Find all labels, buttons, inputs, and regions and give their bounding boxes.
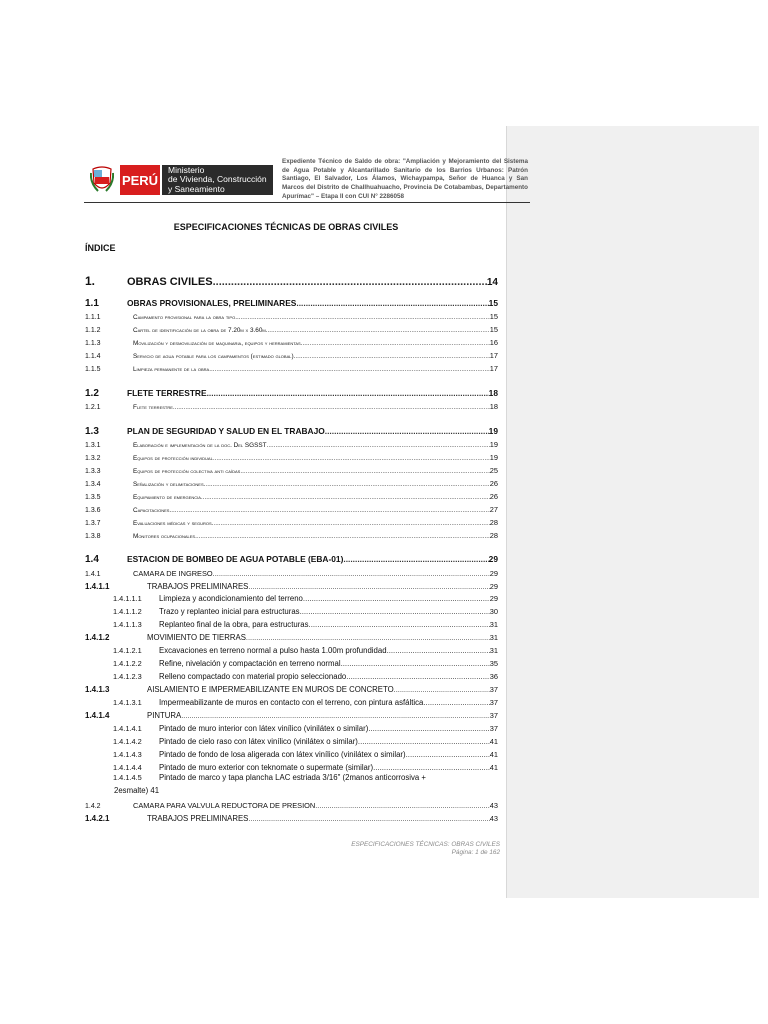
- toc-page-number: 16: [489, 338, 498, 347]
- toc-entry[interactable]: [85, 518, 498, 530]
- toc-entry-number: 1.4.1.3: [85, 685, 110, 694]
- toc-leader-dots: [213, 569, 490, 578]
- toc-page-number: 18: [489, 402, 498, 411]
- toc-entry[interactable]: [85, 724, 498, 736]
- toc-entry[interactable]: [85, 814, 498, 826]
- toc-entry-title: TRABAJOS PRELIMINARES: [147, 814, 249, 823]
- toc-entry-number: 1.4.1.4.5: [113, 773, 142, 782]
- toc-page-number: 19: [489, 453, 498, 462]
- toc-leader-dots: [267, 442, 490, 449]
- toc-leader-dots: [240, 468, 489, 475]
- toc-leader-dots: [368, 724, 489, 733]
- toc-leader-dots: [296, 298, 488, 308]
- toc-entry[interactable]: [85, 364, 498, 376]
- toc-entry-title: Evaluaciones médicas y seguros: [133, 520, 212, 527]
- toc-page-number: 41: [489, 750, 498, 759]
- header-divider: [84, 202, 530, 203]
- toc-entry-number: 1.3.2: [85, 455, 101, 462]
- toc-entry-number: 1.3.1: [85, 442, 101, 449]
- toc-leader-dots: [209, 366, 490, 373]
- toc-entry[interactable]: [85, 402, 498, 414]
- toc-leader-dots: [341, 659, 490, 668]
- toc-entry-number: 1.4.1.1.2: [113, 607, 142, 616]
- toc-leader-dots: [346, 672, 490, 681]
- toc-entry[interactable]: [85, 492, 498, 504]
- toc-entry[interactable]: [85, 554, 498, 566]
- toc-leader-dots: [207, 388, 489, 398]
- toc-entry[interactable]: [85, 801, 498, 813]
- toc-entry-number: 1.1: [85, 298, 99, 309]
- toc-entry-title: Equipos de protección individual: [133, 455, 213, 462]
- toc-leader-dots: [394, 685, 490, 694]
- toc-entry[interactable]: [85, 453, 498, 465]
- toc-entry-number: 1.3: [85, 426, 99, 437]
- toc-entry-number: 1.1.4: [85, 353, 101, 360]
- toc-entry-number: 1.1.3: [85, 340, 101, 347]
- toc-entry-number: 1.2: [85, 388, 99, 399]
- toc-page-number: 37: [489, 698, 498, 707]
- toc-page-number: 27: [489, 505, 498, 514]
- toc-entry[interactable]: [85, 737, 498, 749]
- toc-page-number: 37: [489, 711, 498, 720]
- project-description: Expediente Técnico de Saldo de obra: "Ampliación y Mejoramiento del Sistema de Agua Potable y Alcantarillado Sanitario de los Barrios Urbanos: Patrón Santiago, El Salvador, Los Álamos, Wichaypampa, Señor de Huanca y San Marcos del Distrito de Challhuahuacho, Provincia De Cotabambas, Departamento Apurímac" – Etapa II con CUI N° 2286058: [282, 158, 528, 200]
- toc-leader-dots: [248, 814, 489, 823]
- toc-entry-number: 1.4.1.2.2: [113, 659, 142, 668]
- toc-leader-dots: [315, 801, 490, 810]
- toc-page-number: 26: [489, 479, 498, 488]
- toc-page-number: 25: [489, 466, 498, 475]
- toc-entry-title: Capacitaciones: [133, 507, 170, 514]
- toc-entry[interactable]: [85, 351, 498, 363]
- toc-leader-dots: [303, 594, 490, 603]
- toc-leader-dots: [248, 582, 489, 591]
- page-footer: [300, 841, 500, 857]
- toc-leader-dots: [213, 276, 487, 288]
- toc-entry[interactable]: [85, 388, 498, 400]
- toc-page-number: 29: [488, 554, 498, 564]
- toc-entry-number: 1.4.1.4: [85, 711, 110, 720]
- toc-entry-title: CAMARA DE INGRESO: [133, 569, 213, 578]
- toc-entry-title: Pintado de fondo de losa aligerada con látex vinílico (vinilátex o similar): [159, 750, 406, 759]
- toc-leader-dots: [387, 646, 490, 655]
- toc-entry-number: 1.4.1.2: [85, 633, 110, 642]
- toc-leader-dots: [301, 340, 490, 347]
- toc-entry-number: 1.4.1.4.2: [113, 737, 142, 746]
- toc-entry[interactable]: [85, 659, 498, 671]
- toc-entry[interactable]: [85, 672, 498, 684]
- toc-leader-dots: [300, 607, 490, 616]
- toc-entry-number: 1.4.2: [85, 803, 101, 810]
- toc-leader-dots: [309, 620, 490, 629]
- toc-leader-dots: [246, 633, 490, 642]
- toc-leader-dots: [423, 698, 489, 707]
- toc-entry[interactable]: [85, 505, 498, 517]
- toc-entry[interactable]: [85, 698, 498, 710]
- toc-entry[interactable]: [85, 646, 498, 658]
- toc-page-number: 30: [489, 607, 498, 616]
- toc-entry[interactable]: [85, 466, 498, 478]
- toc-entry-title: OBRAS PROVISIONALES, PRELIMINARES: [127, 298, 297, 308]
- toc-entry[interactable]: [85, 685, 498, 697]
- toc-entry-number: 1.3.3: [85, 468, 101, 475]
- comment-panel: [507, 126, 759, 898]
- toc-leader-dots: [195, 533, 490, 540]
- toc-entry[interactable]: [85, 582, 498, 594]
- toc-entry-number: 1.1.2: [85, 327, 101, 334]
- toc-entry[interactable]: [85, 325, 498, 337]
- toc-leader-dots: [201, 494, 490, 501]
- toc-entry-title: Equipamiento de emergencia: [133, 494, 201, 501]
- ministry-line: Ministerio: [168, 164, 205, 175]
- toc-entry[interactable]: [85, 607, 498, 619]
- ministry-name: [160, 165, 273, 195]
- toc-page-number: 29: [489, 594, 498, 603]
- toc-page-number: 15: [488, 298, 498, 308]
- toc-entry[interactable]: [85, 298, 498, 310]
- toc-entry[interactable]: [85, 338, 498, 350]
- toc-leader-dots: [181, 711, 490, 720]
- ministry-line: y Saneamiento: [168, 183, 225, 194]
- toc-entry-number: 1.4.1.2.1: [113, 646, 142, 655]
- toc-entry-number: 1.2.1: [85, 404, 101, 411]
- toc-entry-title: Movilización y desmovilización de maquinaria, equipos y herramientas: [133, 340, 301, 347]
- toc-page-number: 15: [489, 325, 498, 334]
- toc-entry-title: Pintado de cielo raso con látex vinílico (vinilátex o similar): [159, 737, 358, 746]
- toc-entry-number: 1.4.2.1: [85, 814, 110, 823]
- toc-entry-title: Limpieza y acondicionamiento del terreno: [159, 594, 303, 603]
- toc-entry-title: Monitores ocupacionales: [133, 533, 196, 540]
- toc-page-number: 15: [489, 312, 498, 321]
- toc-page-number: 19: [489, 440, 498, 449]
- toc-entry-number: 1.4.1.1.3: [113, 620, 142, 629]
- toc-page-number: 17: [489, 351, 498, 360]
- toc-entry-title: Relleno compactado con material propio seleccionado: [159, 672, 347, 681]
- toc-page-number: 41: [489, 737, 498, 746]
- toc-page-number: 26: [489, 492, 498, 501]
- toc-entry[interactable]: [85, 633, 498, 645]
- toc-entry-title: Trazo y replanteo inicial para estructuras: [159, 607, 300, 616]
- peru-label: PERÚ: [120, 165, 160, 195]
- toc-leader-dots: [294, 353, 490, 360]
- toc-leader-dots: [169, 507, 489, 514]
- toc-entry-title: Excavaciones en terreno normal a pulso hasta 1.00m profundidad: [159, 646, 387, 655]
- toc-leader-dots: [358, 737, 490, 746]
- toc-entry-title: FLETE TERRESTRE: [127, 388, 207, 398]
- toc-page-number: 37: [489, 685, 498, 694]
- toc-leader-dots: [406, 750, 490, 759]
- toc-page-number: 31: [489, 633, 498, 642]
- toc-entry-title: AISLAMIENTO E IMPERMEABILIZANTE EN MUROS DE CONCRETO: [147, 685, 394, 694]
- toc-page-number: 29: [489, 569, 498, 578]
- toc-entry-number: 1.4.1.3.1: [113, 698, 142, 707]
- toc-entry-title: Refine, nivelación y compactación en terreno normal: [159, 659, 341, 668]
- toc-entry-number: 1.4.1.2.3: [113, 672, 142, 681]
- toc-entry[interactable]: [85, 479, 498, 491]
- toc-page-number: 19: [488, 426, 498, 436]
- toc-page-number: 17: [489, 364, 498, 373]
- footer-title: ESPECIFICACIONES TÉCNICAS: OBRAS CIVILES: [351, 841, 500, 848]
- toc-page-number: 36: [489, 672, 498, 681]
- toc-page-number: 35: [489, 659, 498, 668]
- toc-entry-number: 1.1.5: [85, 366, 101, 373]
- toc-entry-title: Señalización y delimitaciones: [133, 481, 204, 488]
- toc-entry[interactable]: [85, 773, 498, 785]
- toc-entry[interactable]: [85, 594, 498, 606]
- toc-entry[interactable]: [85, 274, 498, 286]
- peru-coat-of-arms-icon: [90, 165, 114, 195]
- toc-entry-title: Impermeabilizante de muros en contacto con el terreno, con pintura asfáltica: [159, 698, 424, 707]
- toc-entry-number: 1.3.4: [85, 481, 101, 488]
- toc-entry-title: TRABAJOS PRELIMINARES: [147, 582, 249, 591]
- toc-entry-title: Replanteo final de la obra, para estructuras: [159, 620, 309, 629]
- toc-page-number: 37: [489, 724, 498, 733]
- toc-entry-title: Campamento provisional para la obra tipo: [133, 314, 236, 321]
- toc-entry[interactable]: [85, 312, 498, 324]
- page-number: Página: 1 de 162: [451, 849, 500, 856]
- toc-leader-dots: [373, 763, 490, 772]
- page-edge-divider: [506, 126, 507, 898]
- toc-entry-title: PLAN DE SEGURIDAD Y SALUD EN EL TRABAJO: [127, 426, 325, 436]
- toc-entry-title: Equipos de protección colectiva anti caídas: [133, 468, 241, 475]
- toc-entry[interactable]: [85, 620, 498, 632]
- toc-page-number: 28: [489, 531, 498, 540]
- toc-leader-dots: [213, 455, 490, 462]
- toc-entry-number: 1.4.1.4.3: [113, 750, 142, 759]
- toc-page-number: 28: [489, 518, 498, 527]
- toc-entry-title: PINTURA: [147, 711, 182, 720]
- index-heading: ÍNDICE: [85, 243, 116, 253]
- toc-page-number: 31: [489, 646, 498, 655]
- toc-leader-dots: [204, 481, 490, 488]
- toc-entry-title: Flete terrestre: [133, 404, 173, 411]
- toc-entry-number: 1.4.1.4.4: [113, 763, 142, 772]
- toc-entry-title: CAMARA PARA VALVULA REDUCTORA DE PRESION: [133, 801, 316, 810]
- toc-entry-number: 1.4.1.1: [85, 582, 110, 591]
- toc-page-number: 14: [486, 277, 498, 288]
- ministry-logo: [90, 164, 273, 196]
- toc-leader-dots: [325, 426, 489, 436]
- toc-leader-dots: [212, 520, 490, 527]
- toc-entry-title: Servicio de agua potable para los campamentos (estimado global): [133, 353, 294, 360]
- toc-entry-number: 1.3.5: [85, 494, 101, 501]
- toc-entry-title: Pintado de muro interior con látex vinílico (vinilátex o similar): [159, 724, 369, 733]
- toc-entry-number: 1.4.1.1.1: [113, 594, 142, 603]
- toc-entry-title: MOVIMIENTO DE TIERRAS: [147, 633, 246, 642]
- toc-page-number: 18: [488, 388, 498, 398]
- toc-page-number: 41: [489, 763, 498, 772]
- toc-leader-dots: [173, 404, 490, 411]
- toc-entry-continuation: 2esmalte) 41: [114, 786, 160, 795]
- toc-entry-title: Elaboración e implementación de la doc. Del SGSST: [133, 442, 267, 449]
- toc-page-number: 29: [489, 582, 498, 591]
- toc-entry-number: 1.: [85, 274, 96, 288]
- toc-entry-number: 1.3.8: [85, 533, 101, 540]
- toc-entry[interactable]: [85, 750, 498, 762]
- toc-entry[interactable]: [85, 426, 498, 438]
- toc-page-number: 31: [489, 620, 498, 629]
- toc-leader-dots: [343, 554, 488, 564]
- toc-entry-number: 1.4.1.4.1: [113, 724, 142, 733]
- toc-entry[interactable]: [85, 711, 498, 723]
- toc-entry-title: Cartel de identificación de la obra de 7.20m x 3.60m: [133, 327, 266, 334]
- toc-entry-number: 1.4.1: [85, 571, 101, 578]
- toc-leader-dots: [266, 327, 490, 334]
- toc-entry-title: Limpieza permanente de la obra: [133, 366, 210, 373]
- toc-entry[interactable]: [85, 440, 498, 452]
- toc-page-number: 43: [489, 801, 498, 810]
- toc-entry-number: 1.3.7: [85, 520, 101, 527]
- toc-entry-number: 1.3.6: [85, 507, 101, 514]
- toc-entry[interactable]: [85, 531, 498, 543]
- toc-entry-number: 1.4: [85, 554, 99, 565]
- toc-leader-dots: [235, 314, 490, 321]
- toc-entry-number: 1.1.1: [85, 314, 101, 321]
- toc-entry-title: Pintado de muro exterior con teknomate o supermate (similar): [159, 763, 374, 772]
- document-title: ESPECIFICACIONES TÉCNICAS DE OBRAS CIVILES: [173, 222, 399, 232]
- toc-entry-title: OBRAS CIVILES: [127, 276, 213, 288]
- toc-page-number: 43: [489, 814, 498, 823]
- toc-entry[interactable]: [85, 569, 498, 581]
- toc-entry-title: ESTACION DE BOMBEO DE AGUA POTABLE (EBA-01): [127, 554, 344, 564]
- ministry-line: de Vivienda, Construcción: [168, 174, 267, 185]
- toc-entry-title: Pintado de marco y tapa plancha LAC estriada 3/16" (2manos anticorrosiva +: [159, 773, 426, 782]
